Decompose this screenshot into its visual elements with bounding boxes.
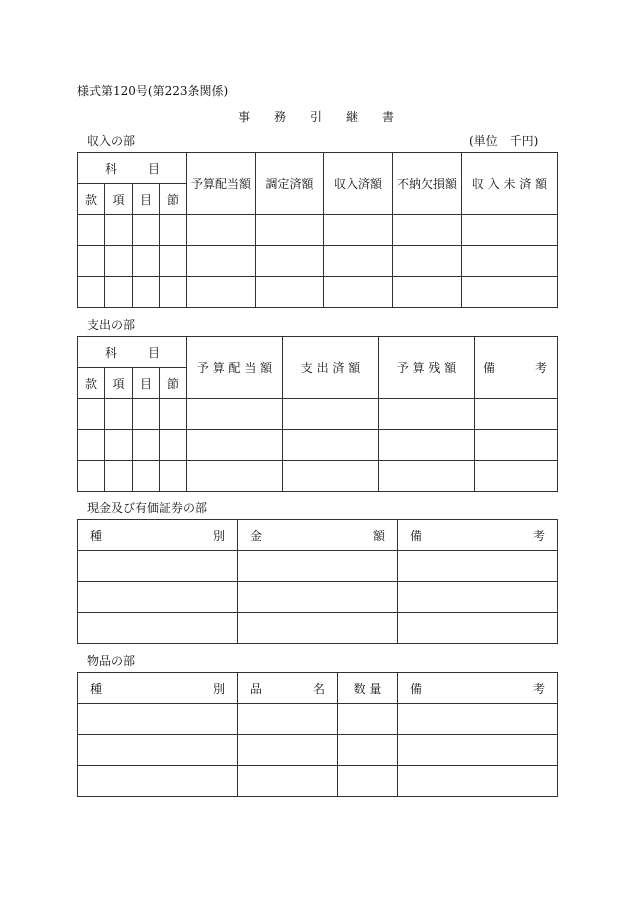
sub-kan: 款 (78, 368, 105, 399)
table-row (78, 461, 558, 492)
col-quantity: 数 量 (338, 673, 398, 704)
goods-table (77, 672, 558, 797)
col-budget: 予 算 配 当 額 (187, 337, 283, 399)
section-label-income: 収入の部 (87, 134, 136, 148)
section-label-expense: 支出の部 (87, 318, 136, 332)
sub-moku: 目 (133, 184, 160, 215)
col-remarks: 備 考 (398, 673, 558, 704)
col-item-name: 品 名 (238, 673, 338, 704)
col-type: 種 別 (78, 673, 238, 704)
col-remarks: 備 考 (475, 337, 558, 399)
table-row (78, 277, 558, 308)
table-row (78, 613, 558, 644)
form-id: 様式第120号(第223条関係) (77, 84, 229, 98)
kamoku-header: 科 目 (78, 337, 187, 368)
col-type: 種 別 (78, 520, 238, 551)
section-label-cash: 現金及び有価証券の部 (87, 501, 208, 515)
col-amount: 金 額 (238, 520, 398, 551)
col-remarks: 備 考 (398, 520, 558, 551)
expense-table (77, 336, 558, 492)
table-row (78, 246, 558, 277)
sub-kou: 項 (105, 184, 133, 215)
kamoku-header: 科 目 (78, 153, 187, 184)
col-remaining: 予 算 残 額 (379, 337, 475, 399)
col-budget: 予算配当額 (187, 153, 256, 215)
col-deficit: 不納欠損額 (393, 153, 462, 215)
col-assessed: 調定済額 (256, 153, 324, 215)
col-unreceived: 収 入 未 済 額 (462, 153, 558, 215)
table-row (78, 551, 558, 582)
table-row (78, 704, 558, 735)
table-row (78, 430, 558, 461)
sub-moku: 目 (133, 368, 160, 399)
sub-kou: 項 (105, 368, 133, 399)
col-received: 収入済額 (324, 153, 393, 215)
sub-setsu: 節 (160, 368, 187, 399)
income-table (77, 152, 558, 308)
sub-kan: 款 (78, 184, 105, 215)
table-row (78, 735, 558, 766)
table-row (78, 215, 558, 246)
table-row (78, 766, 558, 797)
table-row (78, 582, 558, 613)
page-title: 事 務 引 継 書 (238, 110, 395, 124)
table-row (78, 399, 558, 430)
unit-label: (単位 千円) (469, 134, 539, 148)
cash-table (77, 519, 558, 644)
sub-setsu: 節 (160, 184, 187, 215)
section-label-goods: 物品の部 (87, 654, 136, 668)
col-paid: 支 出 済 額 (283, 337, 379, 399)
